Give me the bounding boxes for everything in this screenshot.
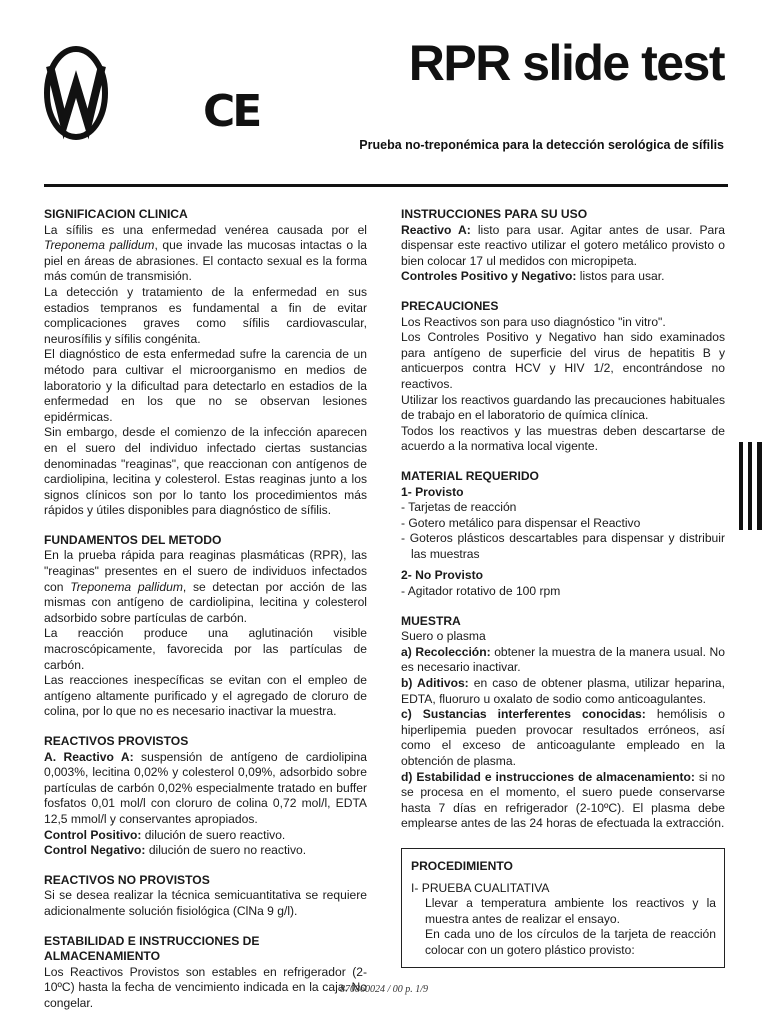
- section-reactivos-provistos: [44, 734, 367, 859]
- label: d) Estabilidad e instrucciones de almacenamiento:: [401, 769, 695, 784]
- paragraph: [401, 676, 725, 707]
- right-column: [401, 207, 725, 968]
- label: b) Aditivos:: [401, 676, 469, 691]
- paragraph: En cada uno de los círculos de la tarjeta de reacción colocar con un gotero plástico provisto:: [425, 927, 716, 957]
- paragraph: [44, 223, 367, 285]
- paragraph: [44, 828, 367, 844]
- list-item: - Tarjetas de reacción: [401, 500, 517, 515]
- paragraph: La reacción produce una aglutinación visible macroscópicamente, favorecida por las partículas de carbón.: [44, 626, 367, 672]
- page-subtitle: Prueba no-treponémica para la detección serológica de sífilis: [359, 138, 724, 152]
- text: En la prueba rápida para reaginas plasmáticas (RPR), las "reaginas" presentes en el suero de individuos infectados con: [44, 548, 367, 594]
- species-name: Treponema pallidum: [44, 238, 155, 253]
- left-column: [44, 207, 367, 1012]
- paragraph: Los Reactivos Provistos son estables en refrigerador (2-10ºC) hasta la fecha de vencimiento indicada en la caja. No congelar.: [44, 964, 367, 1010]
- paragraph: Sin embargo, desde el comienzo de la infección aparecen en el suero del individuo infectado ciertas sustancias denominadas "reaginas", que reaccionan con antígenos de cardiolipina, lecitina y colesterol. Estas reaginas junto a los signos clínicos son por lo tanto los procedimientos más rápidos y útiles disponibles para diagnóstico de sífilis.: [44, 425, 367, 518]
- text: obtener la muestra de la manera usual. No es necesario inactivar.: [401, 644, 725, 675]
- list-item: - Agitador rotativo de 100 rpm: [401, 584, 561, 599]
- paragraph: [44, 843, 367, 859]
- label: c) Sustancias interferentes conocidas:: [401, 707, 646, 722]
- page-footer: 870860024 / 00 p. 1/9: [339, 984, 429, 995]
- paragraph: El diagnóstico de esta enfermedad sufre la carencia de un método para cultivar el microorganismo en medios de laboratorio y la dificultad para detectarlo en estadios de la enfermedad en los que no se observan lesiones epidérmicas.: [44, 347, 367, 424]
- section-heading: REACTIVOS PROVISTOS: [44, 734, 189, 748]
- paragraph: Suero o plasma: [401, 629, 486, 644]
- paragraph: La detección y tratamiento de la enfermedad en sus estadios tempranos es fundamental a fin de evitar complicaciones graves como sífilis cardiovascular, neurosífilis y sífilis congénita.: [44, 284, 367, 346]
- paragraph: Los Reactivos son para uso diagnóstico "in vitro".: [401, 314, 666, 329]
- subheading: 2- No Provisto: [401, 568, 483, 583]
- list-item: - Gotero metálico para dispensar el Reactivo: [401, 515, 641, 530]
- text: dilución de suero reactivo.: [141, 827, 286, 842]
- paragraph: [401, 770, 725, 832]
- text: si no se procesa en el momento, el suero puede conservarse hasta 7 días en refrigerador (2-10ºC). El plasma debe emplearse antes de las 24 horas de efectuada la extracción.: [401, 769, 726, 831]
- text: suspensión de antígeno de cardiolipina 0,003%, lecitina 0,02% y colesterol 0,09%, adsorbido sobre partículas de carbón 0,02% especialmente tratado en buffer fosfatos 0,01 mol/l con cloruro de colina 0,72 mol/l, EDTA 12,5 mmol/l y conservantes apropiados.: [44, 749, 368, 826]
- species-name: Treponema pallidum: [70, 579, 183, 594]
- text: listo para usar. Agitar antes de usar. Para dispensar este reactivo utilizar el gotero metálico provisto o bien colocar 17 ul medidos con micropipeta.: [401, 222, 725, 268]
- text: , que invade las mucosas intactas o la piel en áreas de abrasiones. El contacto sexual es la forma más común de transmisión.: [44, 238, 367, 284]
- page-title: RPR slide test: [408, 35, 724, 91]
- section-heading: PRECAUCIONES: [401, 298, 499, 313]
- list-item: - Goteros plásticos descartables para dispensar y distribuir las muestras: [401, 531, 725, 561]
- subheading: I- PRUEBA CUALITATIVA: [411, 880, 550, 895]
- ce-mark: CE: [203, 86, 260, 137]
- paragraph: [44, 750, 367, 828]
- paragraph: Las reacciones inespecíficas se evitan con el empleo de antígeno altamente purificado y el agregado de cloruro de colina, por lo que no es necesario inactivar la muestra.: [44, 673, 367, 719]
- text: , se detectan por acción de las mismas con antígeno de cardiolipina, lecitina y colesterol adsorbido sobre partículas de carbón.: [44, 579, 367, 625]
- text: dilución de suero no reactivo.: [145, 843, 307, 858]
- text: en caso de obtener plasma, utilizar heparina, EDTA, fluoruro u oxalato de sodio como anticoagulantes.: [401, 676, 725, 706]
- section-heading: ESTABILIDAD E INSTRUCCIONES DE ALMACENAMIENTO: [44, 933, 260, 964]
- section-heading: REACTIVOS NO PROVISTOS: [44, 872, 210, 887]
- text: listos para usar.: [576, 269, 665, 284]
- section-muestra: [401, 614, 725, 832]
- section-heading: MUESTRA: [401, 613, 461, 628]
- paragraph: Los Controles Positivo y Negativo han sido examinados para antígeno de superficie del virus de hepatitis B y anticuerpos contra HCV y HIV 1/2, encontrándose no reactivos.: [401, 330, 725, 391]
- section-precauciones: [401, 299, 725, 455]
- paragraph: [44, 548, 367, 626]
- paragraph: [401, 269, 725, 285]
- label: Controles Positivo y Negativo:: [401, 269, 577, 284]
- section-heading: INSTRUCCIONES PARA SU USO: [401, 207, 588, 221]
- label: Control Positivo:: [44, 827, 142, 842]
- section-material: [401, 469, 725, 600]
- section-heading: MATERIAL REQUERIDO: [401, 468, 539, 483]
- paragraph: Utilizar los reactivos guardando las precauciones habituales de trabajo en el laboratorio de química clínica.: [401, 392, 725, 423]
- section-instrucciones: [401, 207, 725, 285]
- paragraph: [401, 223, 725, 270]
- paragraph: [401, 707, 725, 769]
- label: Reactivo A:: [401, 222, 471, 237]
- section-heading: PROCEDIMIENTO: [411, 858, 513, 873]
- label: A. Reactivo A:: [44, 749, 134, 764]
- header-divider: [44, 184, 728, 187]
- subheading: 1- Provisto: [401, 484, 464, 499]
- wiener-logo: [44, 44, 108, 142]
- section-heading: FUNDAMENTOS DEL METODO: [44, 532, 222, 547]
- paragraph: Llevar a temperatura ambiente los reactivos y la muestra antes de realizar el ensayo.: [425, 896, 716, 926]
- paragraph: Si se desea realizar la técnica semicuantitativa se requiere adicionalmente solución fisiológica (ClNa 9 g/l).: [44, 888, 367, 918]
- section-heading: SIGNIFICACION CLINICA: [44, 207, 188, 221]
- section-reactivos-no-provistos: [44, 873, 367, 920]
- side-bar-marks: [739, 442, 763, 530]
- text: La sífilis es una enfermedad venérea causada por el: [44, 222, 367, 237]
- text: hemólisis o hiperlipemia pueden provocar resultados erróneos, así como el exceso de anticoagulante empleado en la obtención de plasma.: [401, 707, 726, 768]
- section-estabilidad: [44, 934, 367, 1012]
- section-significacion: [44, 207, 367, 519]
- label: a) Recolección:: [401, 644, 491, 659]
- paragraph: Todos los reactivos y las muestras deben descartarse de acuerdo a la normativa local vigente.: [401, 423, 725, 454]
- paragraph: [401, 645, 725, 676]
- procedimiento-box: [401, 848, 725, 968]
- section-fundamentos: [44, 533, 367, 720]
- label: Control Negativo:: [44, 843, 146, 858]
